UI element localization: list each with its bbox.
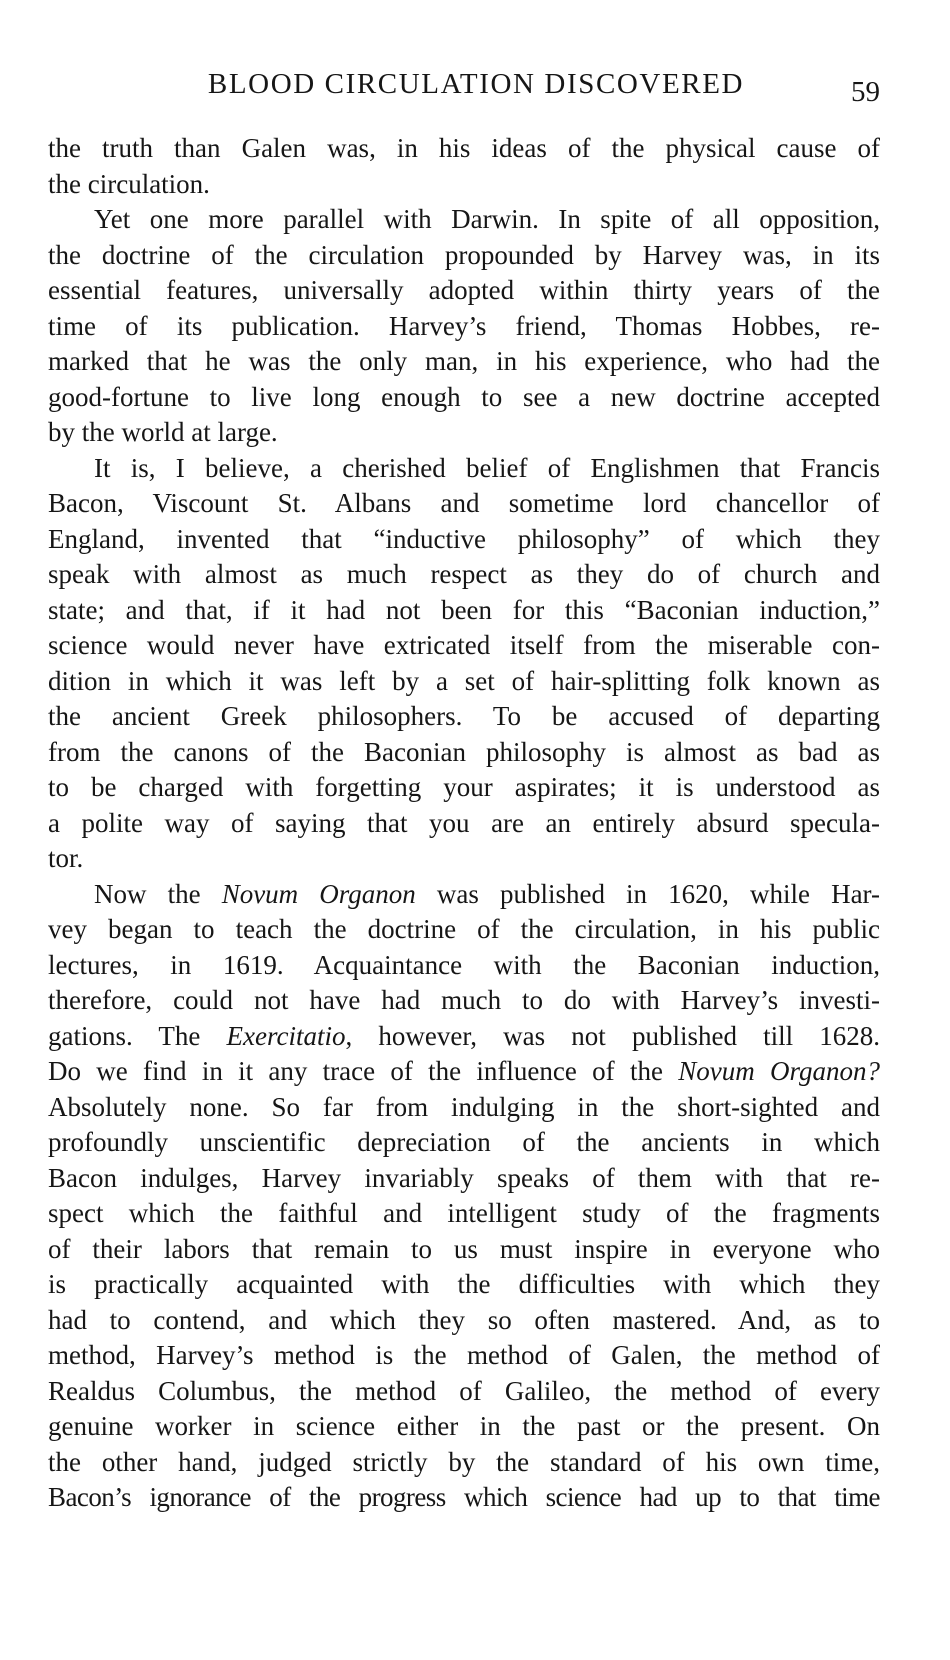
running-title: BLOOD CIRCULATION DISCOVERED (207, 68, 745, 100)
italic-title: Novum Organon (221, 878, 416, 909)
text-line: good-fortune to live long enough to see a new doctrine accepted (48, 381, 880, 412)
text-line: spect which the faithful and intelligent study of the fragments (48, 1198, 880, 1228)
text-line: Now the Novum Organon was published in 1620, while Har- (94, 878, 880, 909)
text-line: essential features, universally adopted within thirty years of the (48, 275, 880, 305)
text-line: Do we find in it any trace of the influence of the Novum Organon? (48, 1056, 880, 1086)
text-line: the other hand, judged strictly by the standard of his own time, (48, 1446, 880, 1477)
text-line: marked that he was the only man, in his experience, who had the (48, 346, 880, 376)
text-line: England, invented that “inductive philosophy” of which they (48, 523, 880, 554)
text-line: from the canons of the Baconian philosophy is almost as bad as (48, 736, 880, 767)
paragraph (48, 451, 880, 877)
text-line: gations. The Exercitatio, however, was not published till 1628. (48, 1020, 880, 1051)
text-line: Bacon, Viscount St. Albans and sometime lord chancellor of (48, 488, 880, 518)
text-line: of their labors that remain to us must inspire in everyone who (48, 1233, 880, 1264)
text-line: science would never have extricated itself from the miserable con- (48, 630, 880, 660)
text-line: Yet one more parallel with Darwin. In spite of all opposition, (94, 204, 880, 234)
page-number: 59 (851, 76, 880, 108)
text-line: genuine worker in science either in the past or the present. On (48, 1411, 880, 1441)
text-line: vey began to teach the doctrine of the circulation, in his public (48, 914, 880, 944)
text-line: Bacon indulges, Harvey invariably speaks of them with that re- (48, 1162, 880, 1193)
body-text (48, 131, 880, 1516)
text-line: lectures, in 1619. Acquaintance with the Baconian induction, (48, 949, 880, 980)
text-line: the ancient Greek philosophers. To be accused of departing (48, 701, 880, 731)
text-line: Absolutely none. So far from indulging in the short-sighted and (48, 1091, 880, 1122)
paragraph (48, 202, 880, 451)
text-line: method, Harvey’s method is the method of Galen, the method of (48, 1340, 880, 1370)
italic-title: Novum Organon? (678, 1056, 880, 1086)
text-line: by the world at large. (48, 417, 278, 447)
text-line: the doctrine of the circulation propounded by Harvey was, in its (48, 239, 880, 270)
text-line: therefore, could not have had much to do with Harvey’s investi- (48, 985, 880, 1015)
text-line: It is, I believe, a cherished belief of Englishmen that Francis (94, 452, 880, 483)
text-line: had to contend, and which they so often mastered. And, as to (48, 1304, 880, 1335)
text-line: state; and that, if it had not been for this “Baconian induction,” (48, 594, 880, 625)
text-line: a polite way of saying that you are an entirely absurd specula- (48, 807, 880, 838)
paragraph (48, 131, 880, 202)
text-line: Realdus Columbus, the method of Galileo, the method of every (48, 1375, 880, 1406)
italic-title: Exercitatio (226, 1020, 346, 1051)
text-line: is practically acquainted with the difficulties with which they (48, 1269, 880, 1299)
paragraph (48, 877, 880, 1516)
text-line: Bacon’s ignorance of the progress which science had up to that time (48, 1482, 880, 1512)
text-line: speak with almost as much respect as they do of church and (48, 559, 880, 589)
page-header (48, 68, 880, 112)
text-line: the truth than Galen was, in his ideas of the physical cause of (48, 133, 880, 163)
text-line: tor. (48, 843, 84, 873)
text-line: dition in which it was left by a set of hair-splitting folk known as (48, 665, 880, 696)
text-line: time of its publication. Harvey’s friend, Thomas Hobbes, re- (48, 310, 880, 341)
text-line: profoundly unscientific depreciation of the ancients in which (48, 1127, 880, 1157)
text-line: to be charged with forgetting your aspirates; it is understood as (48, 772, 880, 802)
text-line: the circulation. (48, 168, 210, 199)
